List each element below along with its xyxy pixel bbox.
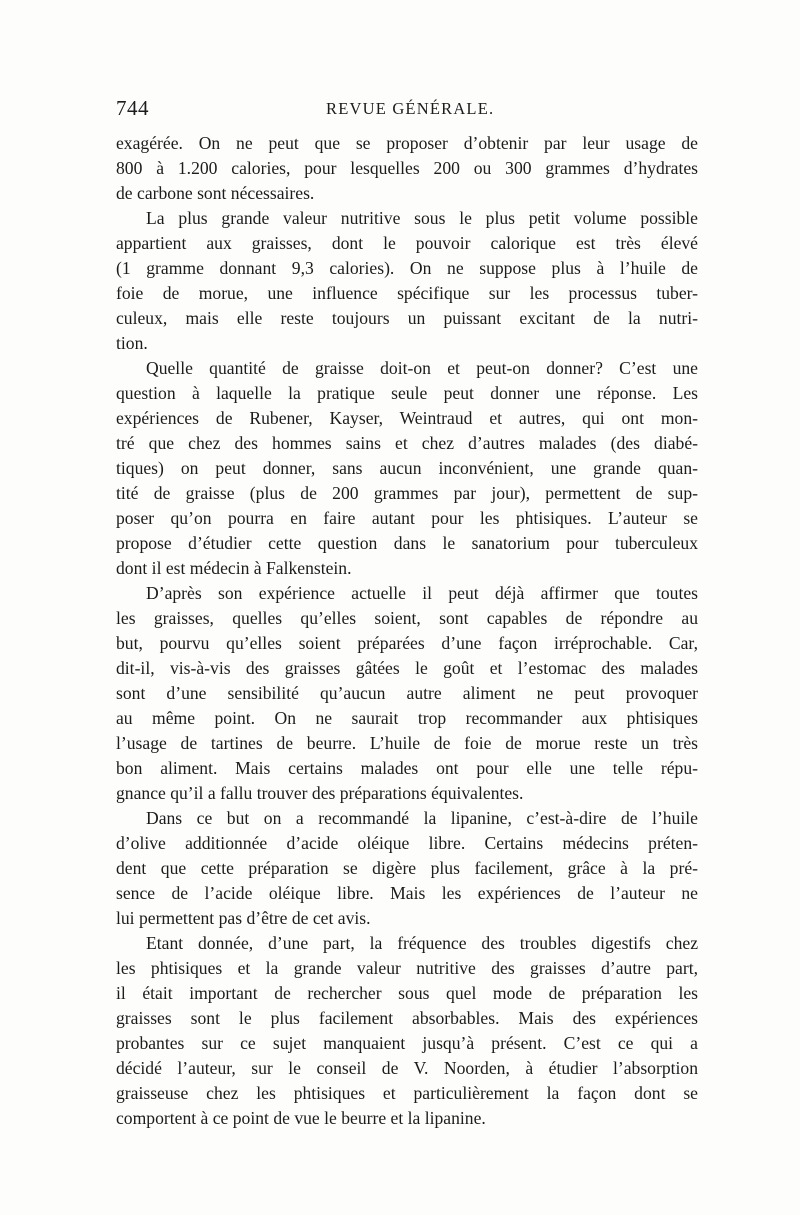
text-line: Etant donnée, d’une part, la fréquence des troubles digestifs chez — [146, 933, 698, 953]
text-line: bon aliment. Mais certains malades ont pour elle une telle répu- — [116, 758, 698, 778]
text-line: D’après son expérience actuelle il peut déjà affirmer que toutes — [146, 583, 698, 603]
text-line: sence de l’acide oléique libre. Mais les expériences de l’auteur ne — [116, 883, 698, 903]
paragraph — [116, 806, 698, 931]
text-line: Dans ce but on a recommandé la lipanine, c’est-à-dire de l’huile — [146, 808, 698, 828]
text-line: dent que cette préparation se digère plus facilement, grâce à la pré- — [116, 858, 698, 878]
text-line: La plus grande valeur nutritive sous le plus petit volume possible — [146, 208, 698, 228]
text-line: propose d’étudier cette question dans le sanatorium pour tuberculeux — [116, 533, 698, 553]
text-line: expériences de Rubener, Kayser, Weintraud et autres, qui ont mon- — [116, 408, 698, 428]
text-line: tité de graisse (plus de 200 grammes par jour), permettent de sup- — [116, 483, 698, 503]
text-line: graisses sont le plus facilement absorbables. Mais des expériences — [116, 1008, 698, 1028]
text-line: les phtisiques et la grande valeur nutritive des graisses d’autre part, — [116, 958, 698, 978]
text-line: graisseuse chez les phtisiques et particulièrement la façon dont se — [116, 1083, 698, 1103]
text-line: Quelle quantité de graisse doit-on et peut-on donner? C’est une — [146, 358, 698, 378]
paragraph — [116, 131, 698, 206]
text-line: l’usage de tartines de beurre. L’huile de foie de morue reste un très — [116, 733, 698, 753]
text-line: culeux, mais elle reste toujours un puissant excitant de la nutri- — [116, 308, 698, 328]
text-line: (1 gramme donnant 9,3 calories). On ne suppose plus à l’huile de — [116, 258, 698, 278]
text-line: de carbone sont nécessaires. — [116, 183, 315, 203]
page-header — [116, 96, 698, 126]
paragraph — [116, 356, 698, 581]
text-line: dont il est médecin à Falkenstein. — [116, 558, 352, 578]
page-number: 744 — [116, 96, 149, 120]
text-line: dit-il, vis-à-vis des graisses gâtées le goût et l’estomac des malades — [116, 658, 698, 678]
body-text — [116, 131, 698, 1131]
running-title: REVUE GÉNÉRALE. — [326, 99, 495, 118]
text-line: exagérée. On ne peut que se proposer d’obtenir par leur usage de — [116, 133, 698, 153]
text-line: poser qu’on pourra en faire autant pour les phtisiques. L’auteur se — [116, 508, 698, 528]
text-line: 800 à 1.200 calories, pour lesquelles 200 ou 300 grammes d’hydrates — [116, 158, 698, 178]
text-line: tré que chez des hommes sains et chez d’autres malades (des diabé- — [116, 433, 698, 453]
paragraph — [116, 931, 698, 1131]
text-line: comportent à ce point de vue le beurre et la lipanine. — [116, 1108, 486, 1128]
paragraph — [116, 206, 698, 356]
text-line: il était important de rechercher sous quel mode de préparation les — [116, 983, 698, 1003]
text-line: probantes sur ce sujet manquaient jusqu’à présent. C’est ce qui a — [116, 1033, 698, 1053]
text-line: au même point. On ne saurait trop recommander aux phtisiques — [116, 708, 698, 728]
text-line: question à laquelle la pratique seule peut donner une réponse. Les — [116, 383, 698, 403]
paragraph — [116, 581, 698, 806]
text-line: d’olive additionnée d’acide oléique libre. Certains médecins préten- — [116, 833, 698, 853]
text-line: les graisses, quelles qu’elles soient, sont capables de répondre au — [116, 608, 698, 628]
text-line: appartient aux graisses, dont le pouvoir calorique est très élevé — [116, 233, 698, 253]
text-line: foie de morue, une influence spécifique sur les processus tuber- — [116, 283, 698, 303]
text-line: gnance qu’il a fallu trouver des préparations équivalentes. — [116, 783, 524, 803]
text-line: décidé l’auteur, sur le conseil de V. Noorden, à étudier l’absorption — [116, 1058, 698, 1078]
text-line: lui permettent pas d’être de cet avis. — [116, 908, 371, 928]
text-line: sont d’une sensibilité qu’aucun autre aliment ne peut provoquer — [116, 683, 698, 703]
text-line: tion. — [116, 333, 148, 353]
text-line: but, pourvu qu’elles soient préparées d’une façon irréprochable. Car, — [116, 633, 698, 653]
text-line: tiques) on peut donner, sans aucun inconvénient, une grande quan- — [116, 458, 698, 478]
